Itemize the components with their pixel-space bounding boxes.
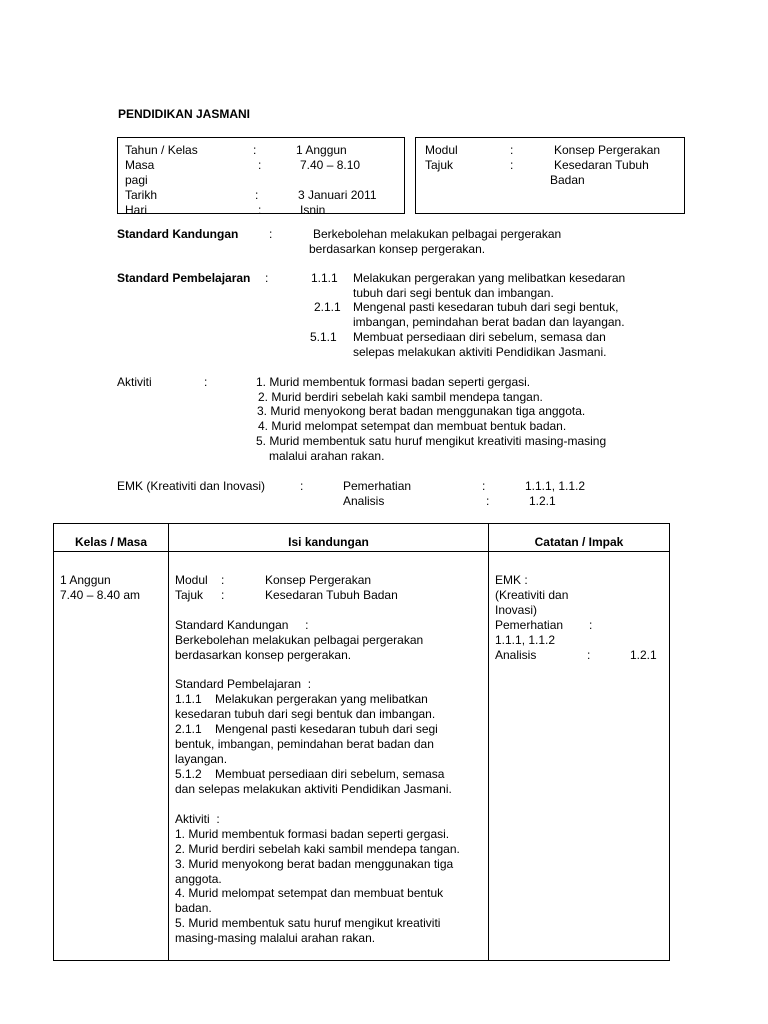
catatan-analisis-label: Analisis [495, 648, 537, 662]
hari-value: Isnin [300, 203, 326, 214]
sp-text: Melakukan pergerakan yang melibatkan kesedaran [353, 271, 626, 285]
aktiviti-line: badan. [175, 901, 212, 915]
tajuk-label: Tajuk [425, 158, 454, 172]
colon: : [221, 588, 225, 602]
aktiviti-line: 3. Murid menyokong berat badan menggunakan tiga anggota. [257, 404, 586, 418]
hari-label: Hari [125, 203, 148, 214]
colon: : [589, 618, 593, 632]
sp-heading: Standard Pembelajaran : [175, 677, 312, 691]
aktiviti-line: 2. Murid berdiri sebelah kaki sambil mendepa tangan. [175, 842, 460, 856]
aktiviti-line: 5. Murid membentuk satu huruf mengikut kreativiti [175, 916, 441, 930]
colon: : [221, 573, 225, 587]
aktiviti-line: malalui arahan rakan. [269, 449, 385, 463]
aktiviti-heading: Aktiviti : [175, 812, 220, 826]
header-catatan-impak: Catatan / Impak [534, 535, 624, 549]
standard-pembelajaran-label: Standard Pembelajaran [117, 271, 251, 285]
emk-label: EMK (Kreativiti dan Inovasi) [117, 479, 266, 493]
aktiviti-line: 4. Murid melompat setempat dan membuat bentuk [175, 886, 444, 900]
standard-kandungan-line: Berkebolehan melakukan pelbagai pergerakan [313, 227, 562, 241]
emk-analisis-label: Analisis [343, 494, 385, 508]
tahun-label: Tahun / Kelas [125, 143, 198, 157]
module-info-box [415, 137, 685, 214]
colon: : [258, 203, 262, 214]
colon: : [269, 227, 273, 241]
kelas-value: 1 Anggun [60, 573, 111, 587]
aktiviti-label: Aktiviti [117, 375, 152, 389]
sp-text: Mengenal pasti kesedaran tubuh dari segi bentuk, [353, 300, 619, 314]
sp-text: Membuat persediaan diri sebelum, semasa dan [353, 330, 606, 344]
emk-pemerhatian-label: Pemerhatian [343, 479, 412, 493]
sp-line: kesedaran tubuh dari segi bentuk dan imbangan. [175, 707, 436, 721]
masa-value: 7.40 – 8.40 am [60, 588, 141, 602]
modul-value: Konsep Pergerakan [265, 573, 372, 587]
sp-line: layangan. [175, 752, 228, 766]
masa-value: 7.40 – 8.10 [300, 158, 361, 172]
header-kelas-masa: Kelas / Masa [74, 535, 148, 549]
colon: : [253, 143, 257, 157]
class-info-box [117, 137, 405, 214]
catatan-pemerhatian-value: 1.1.1, 1.1.2 [495, 633, 556, 647]
sp-line: dan selepas melakukan aktiviti Pendidikan Jasmani. [175, 782, 452, 796]
tajuk-value: Kesedaran Tubuh [554, 158, 649, 172]
colon: : [510, 158, 514, 172]
tajuk-continuation: Badan [550, 173, 585, 187]
catatan-line: Inovasi) [495, 603, 538, 617]
masa-label: Masa [125, 158, 155, 172]
emk-pemerhatian-value: 1.1.1, 1.1.2 [525, 479, 586, 493]
aktiviti-line: anggota. [175, 872, 222, 886]
sp-code: 1.1.1 [311, 271, 338, 285]
tahun-value: 1 Anggun [296, 143, 347, 157]
tajuk-value: Kesedaran Tubuh Badan [265, 588, 398, 602]
column-divider [488, 524, 489, 960]
colon: : [587, 648, 591, 662]
column-divider [168, 524, 169, 960]
sp-code: 5.1.1 [310, 330, 337, 344]
catatan-line: (Kreativiti dan [495, 588, 569, 602]
sp-text: imbangan, pemindahan berat badan dan layangan. [353, 315, 625, 329]
tajuk-label: Tajuk [175, 588, 204, 602]
aktiviti-line: 2. Murid berdiri sebelah kaki sambil mendepa tangan. [258, 390, 543, 404]
lesson-table [53, 523, 670, 961]
sp-text: tubuh dari segi bentuk dan imbangan. [353, 286, 554, 300]
header-isi-kandungan: Isi kandungan [288, 535, 369, 549]
catatan-line: EMK : [495, 573, 528, 587]
colon: : [510, 143, 514, 157]
colon: : [300, 479, 304, 493]
standard-kandungan-line: berdasarkan konsep pergerakan. [309, 242, 486, 256]
modul-value: Konsep Pergerakan [554, 143, 661, 157]
colon: : [482, 479, 486, 493]
tarikh-value: 3 Januari 2011 [298, 188, 377, 202]
aktiviti-line: 5. Murid membentuk satu huruf mengikut kreativiti masing-masing [256, 434, 607, 448]
colon: : [486, 494, 490, 508]
aktiviti-line: masing-masing malalui arahan rakan. [175, 931, 376, 945]
colon: : [258, 158, 262, 172]
header-divider [54, 551, 669, 552]
tarikh-label: Tarikh [125, 188, 158, 202]
aktiviti-line: 3. Murid menyokong berat badan menggunakan tiga [175, 857, 454, 871]
sk-line: berdasarkan konsep pergerakan. [175, 648, 352, 662]
colon: : [265, 271, 269, 285]
aktiviti-line: 4. Murid melompat setempat dan membuat bentuk badan. [258, 419, 567, 433]
catatan-pemerhatian-label: Pemerhatian [495, 618, 564, 632]
sp-code: 2.1.1 [314, 300, 341, 314]
modul-label: Modul [425, 143, 458, 157]
aktiviti-line: 1. Murid membentuk formasi badan seperti gergasi. [175, 827, 450, 841]
colon: : [255, 188, 259, 202]
aktiviti-line: 1. Murid membentuk formasi badan seperti gergasi. [256, 375, 531, 389]
masa-continuation: pagi [125, 173, 148, 187]
sk-line: Berkebolehan melakukan pelbagai pergerakan [175, 633, 424, 647]
sp-line: 5.1.2 Membuat persediaan diri sebelum, semasa [175, 767, 445, 781]
sp-line: 2.1.1 Mengenal pasti kesedaran tubuh dari segi [175, 722, 438, 736]
colon: : [204, 375, 208, 389]
standard-kandungan-label: Standard Kandungan [117, 227, 239, 241]
sp-line: bentuk, imbangan, pemindahan berat badan dan [175, 737, 434, 751]
catatan-analisis-value: 1.2.1 [630, 648, 657, 662]
sp-text: selepas melakukan aktiviti Pendidikan Jasmani. [353, 345, 607, 359]
page-title: PENDIDIKAN JASMANI [118, 107, 251, 121]
sp-line: 1.1.1 Melakukan pergerakan yang melibatkan [175, 692, 428, 706]
sk-heading: Standard Kandungan : [175, 618, 309, 632]
emk-analisis-value: 1.2.1 [529, 494, 556, 508]
modul-label: Modul [175, 573, 208, 587]
